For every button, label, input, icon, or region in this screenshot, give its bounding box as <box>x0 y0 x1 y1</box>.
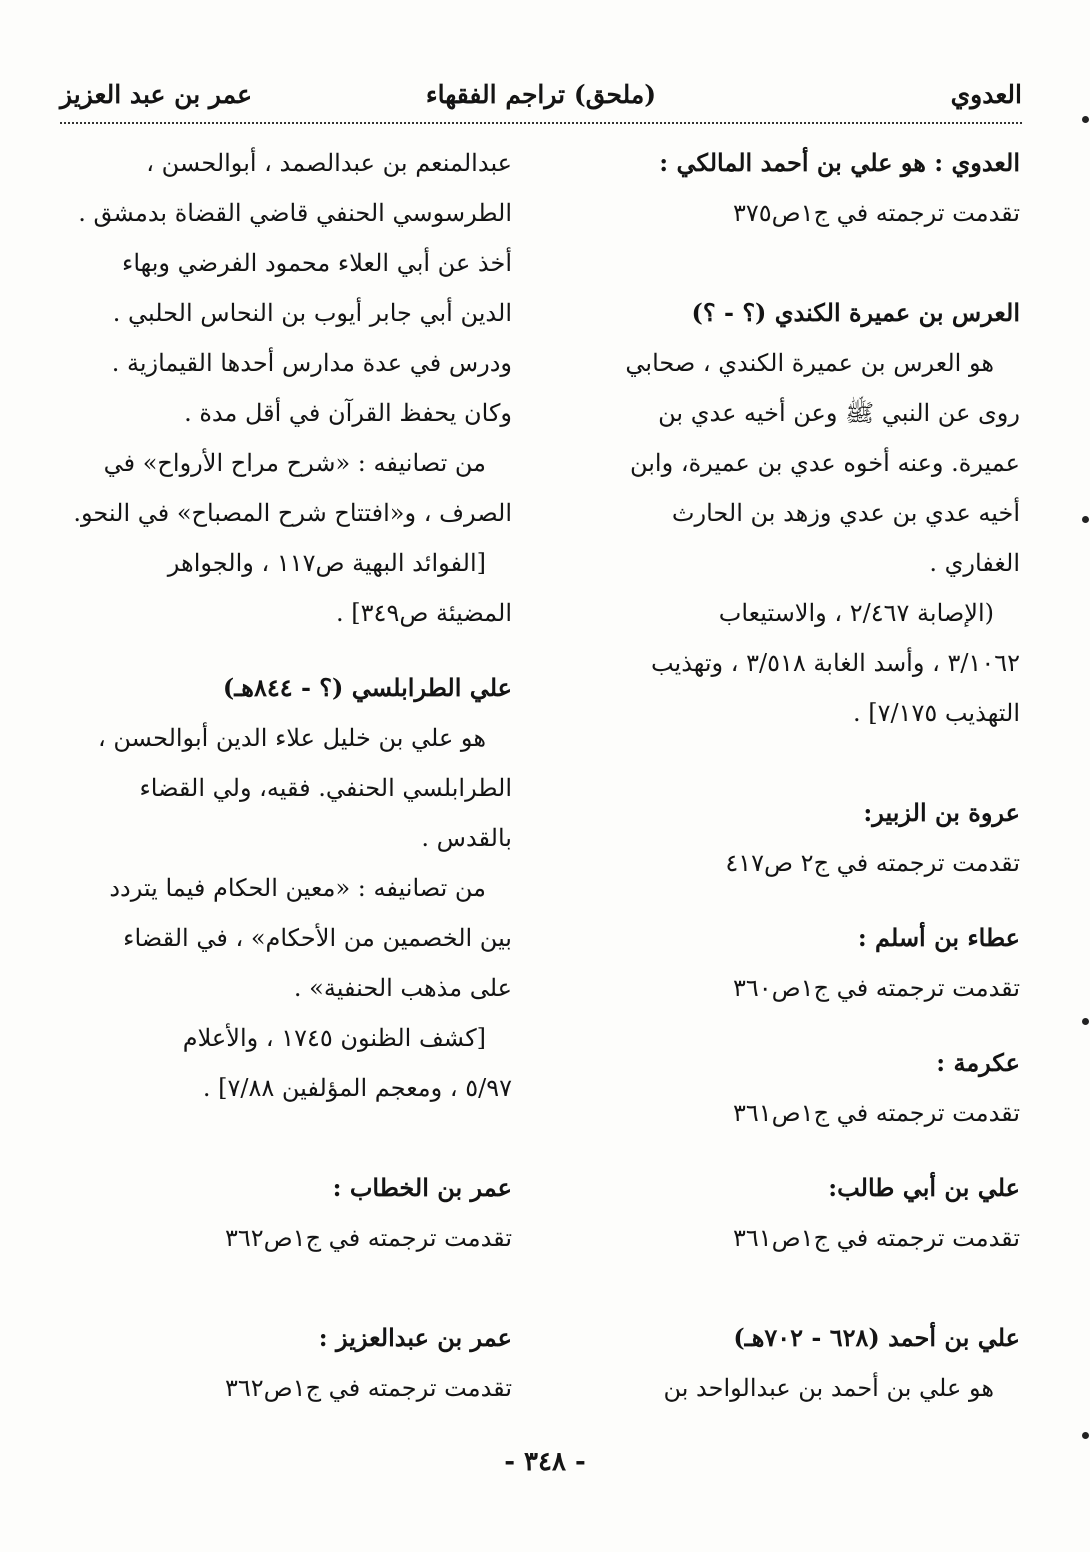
entry-ata <box>565 913 1020 1013</box>
header-divider <box>60 122 1022 124</box>
entry-title: العرس بن عميرة الكندي (؟ - ؟) <box>691 298 1020 327</box>
entry-line: (الإصابة ٢/٤٦٧ ، والاستيعاب <box>718 599 994 627</box>
entry-line: أخيه عدي بن عدي وزهد بن الحارث <box>671 499 1020 527</box>
entry-line: الغفاري . <box>929 549 1020 577</box>
page-number: - ٣٤٨ - <box>504 1447 586 1477</box>
entry-line: بالقدس . <box>421 824 512 852</box>
entry-line: بين الخصمين من الأحكام» ، في القضاء <box>123 924 512 952</box>
header-book-title: (ملحق) تراجم الفقهاء <box>425 80 657 109</box>
entry-line: على مذهب الحنفية» . <box>293 974 512 1002</box>
entry-line: [كشف الظنون ١٧٤٥ ، والأعلام <box>182 1024 486 1052</box>
scan-mark <box>1082 1432 1089 1439</box>
scan-mark <box>1082 1018 1089 1025</box>
entry-title: علي بن أحمد (٦٢٨ - ٧٠٢هـ) <box>733 1323 1020 1352</box>
entry-line: أخذ عن أبي العلاء محمود الفرضي وبهاء <box>122 249 512 277</box>
entry-title: عروة بن الزبير: <box>863 798 1020 827</box>
entry-tarabulusi <box>60 663 512 1113</box>
entry-title: علي بن أبي طالب: <box>828 1173 1020 1202</box>
entry-line: روى عن النبي ﷺ وعن أخيه عدي بن <box>658 399 1020 427</box>
entry-line: تقدمت ترجمته في ج٢ ص٤١٧ <box>725 849 1020 877</box>
entry-line: تقدمت ترجمته في ج١ص٣٦٢ <box>224 1374 512 1402</box>
entry-line: ٥/٩٧ ، ومعجم المؤلفين ٧/٨٨] . <box>202 1074 512 1102</box>
entry-line: الصرف ، و«افتتاح شرح المصباح» في النحو. <box>73 499 512 527</box>
entry-line: [الفوائد البهية ص١١٧ ، والجواهر <box>167 549 486 577</box>
entry-line: تقدمت ترجمته في ج١ص٣٦١ <box>732 1224 1020 1252</box>
entry-line: التهذيب ٧/١٧٥] . <box>852 699 1020 727</box>
entry-line: عبدالمنعم بن عبدالصمد ، أبوالحسن ، <box>146 149 512 177</box>
entry-line: ودرس في عدة مدارس أحدها القيمازية . <box>111 349 512 377</box>
entry-line: عميرة. وعنه أخوه عدي بن عميرة، وابن <box>629 449 1020 477</box>
entry-title: عمر بن الخطاب : <box>332 1173 512 1202</box>
entry-umar-abdulaziz <box>60 1313 512 1413</box>
entry-title: عطاء بن أسلم : <box>857 923 1020 952</box>
entry-ikrima <box>565 1038 1020 1138</box>
entry-title: علي الطرابلسي (؟ - ٨٤٤هـ) <box>222 673 512 702</box>
entry-line: المضيئة ص٣٤٩] . <box>336 599 512 627</box>
entry-line: تقدمت ترجمته في ج١ص٣٦١ <box>732 1099 1020 1127</box>
entry-line: تقدمت ترجمته في ج١ص٣٧٥ <box>732 199 1020 227</box>
entry-line: هو علي بن أحمد بن عبدالواحد بن <box>663 1374 994 1402</box>
entry-title: العدوي : هو علي بن أحمد المالكي : <box>659 148 1020 177</box>
entry-title: عمر بن عبدالعزيز : <box>318 1323 512 1352</box>
header-entry-name: العدوي <box>950 80 1022 109</box>
entry-line: هو العرس بن عميرة الكندي ، صحابي <box>625 349 994 377</box>
scan-mark <box>1082 516 1089 523</box>
entry-ali-ahmad-continued <box>60 138 512 638</box>
entry-line: الدين أبي جابر أيوب بن النحاس الحلبي . <box>112 299 512 327</box>
entry-title: عكرمة : <box>936 1048 1020 1077</box>
entry-line: تقدمت ترجمته في ج١ص٣٦٠ <box>732 974 1020 1002</box>
entry-line: وكان يحفظ القرآن في أقل مدة . <box>184 399 512 427</box>
entry-ali-ahmad <box>565 1313 1020 1413</box>
entry-line: من تصانيفه : «شرح مراح الأرواح» في <box>103 449 486 477</box>
entry-line: الطرابلسي الحنفي. فقيه، ولي القضاء <box>139 774 512 802</box>
entry-line: هو علي بن خليل علاء الدين أبوالحسن ، <box>98 724 486 752</box>
left-column <box>60 138 512 1413</box>
entry-umar-khattab <box>60 1163 512 1263</box>
running-header <box>60 80 1022 122</box>
scan-mark <box>1082 116 1089 123</box>
right-column <box>565 138 1020 1413</box>
entry-line: الطرسوسي الحنفي قاضي القضاة بدمشق . <box>78 199 512 227</box>
header-last-entry: عمر بن عبد العزيز <box>60 80 253 109</box>
entry-line: من تصانيفه : «معين الحكام فيما يتردد <box>109 874 486 902</box>
entry-ali-abi-talib <box>565 1163 1020 1263</box>
entry-line: ٣/١٠٦٢ ، وأسد الغابة ٣/٥١٨ ، وتهذيب <box>650 649 1020 677</box>
entry-urs <box>565 288 1020 738</box>
entry-line: تقدمت ترجمته في ج١ص٣٦٢ <box>224 1224 512 1252</box>
entry-urwa <box>565 788 1020 888</box>
entry-adawi <box>565 138 1020 238</box>
